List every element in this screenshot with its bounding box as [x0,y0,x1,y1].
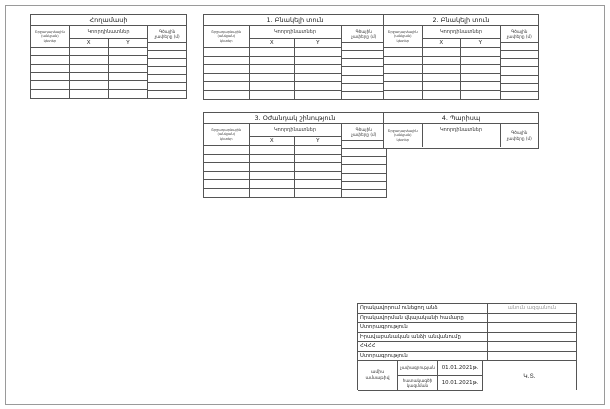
empty-data-cell [250,189,296,198]
empty-linear-cell [342,67,387,75]
empty-data-cell [250,180,296,189]
date-label-line2: ամսաթիվ [365,375,390,381]
x-column-header: X [70,39,109,48]
linear-header-line2: չափերը (մ) [351,34,377,39]
linear-measures-strip [341,43,387,99]
points-header-line1: Շրջադարձային [34,30,65,35]
compilation-date-value: 10.01.2021թ. [438,376,483,391]
linear-header-line1: Գծային [511,130,528,136]
x-column-header: X [423,39,462,48]
empty-linear-cell [342,59,387,67]
linear-measures-strip [341,141,387,197]
y-column-header: Y [295,137,341,146]
empty-data-cell [384,48,423,57]
empty-linear-cell [342,157,387,165]
y-column-header: Y [109,39,148,48]
linear-measures-header [341,26,387,43]
empty-data-cell [250,74,296,83]
empty-data-cell [204,163,250,172]
coordinates-header: Կոորդինատներ [250,26,341,39]
empty-data-cell [204,57,250,66]
tin-row [358,342,576,352]
turning-points-column-header [31,26,70,48]
empty-linear-cell [501,43,539,51]
empty-data-cell [70,65,109,73]
empty-data-cell [295,172,341,181]
empty-data-cell [461,65,500,74]
coordinates-header: Կոորդինատներ [250,124,341,137]
empty-data-cell [250,82,296,91]
linear-measures-strip [500,43,539,99]
empty-data-cell [295,155,341,164]
table-body [204,48,341,99]
empty-data-cell [250,91,296,100]
legal-entity-label: Իրավաբանական անձի անվանումը [358,333,488,342]
turning-points-column-header [384,26,423,48]
empty-linear-cell [342,165,387,173]
dates-block [358,361,576,391]
table-title: 1. Բնակելի տուն [204,15,386,26]
points-header-line3: կետեր [219,136,233,141]
tin-label: ՀՎՀՀ [358,342,488,351]
empty-linear-cell [342,182,387,190]
empty-linear-cell [148,43,186,51]
empty-data-cell [295,91,341,100]
empty-data-cell [204,180,250,189]
coordinates-header: Կոորդինատներ [423,26,500,39]
empty-data-cell [250,163,296,172]
empty-data-cell [423,91,462,100]
table-body [384,48,500,99]
empty-linear-cell [501,76,539,84]
empty-data-cell [295,74,341,83]
empty-linear-cell [148,91,186,98]
empty-data-cell [423,48,462,57]
empty-data-cell [250,146,296,155]
qualified-person-label: Որակավորում ունեցող անձ [358,304,488,313]
empty-data-cell [31,48,70,56]
qualification-certificate-row [358,314,576,324]
empty-linear-cell [501,59,539,67]
empty-linear-cell [342,149,387,157]
points-header-line2: (անկյան) [217,34,236,39]
empty-data-cell [70,56,109,64]
points-header-line1: Շրջադարձային [211,30,242,35]
measurement-date-value: 01.01.2021թ. [438,361,483,376]
measurement-date-label-text: չափագրության [400,365,435,371]
table-fence [383,112,539,149]
linear-measures-header [500,124,539,147]
empty-linear-cell [148,51,186,59]
empty-linear-cell [501,67,539,75]
empty-data-cell [423,65,462,74]
empty-data-cell [109,48,148,56]
turning-points-column-header [204,26,250,48]
certification-table [357,303,577,390]
y-column-header: Y [461,39,500,48]
signature-row-2 [358,352,576,362]
empty-linear-cell [342,43,387,51]
points-header-line3: կետեր [396,38,410,43]
points-header-line1: Շրջադարձային [211,128,242,133]
linear-header-line2: չափերը (մ) [506,34,532,39]
empty-linear-cell [501,51,539,59]
empty-data-cell [31,90,70,98]
empty-data-cell [70,73,109,81]
empty-data-cell [384,74,423,83]
empty-data-cell [250,65,296,74]
date-values [438,361,483,391]
empty-data-cell [250,57,296,66]
points-header-line2: (անկյան) [393,34,412,39]
empty-data-cell [295,189,341,198]
table-auxiliary-building [203,112,387,198]
linear-measures-strip [147,43,186,98]
tin-value [488,342,576,351]
turning-points-column-header [384,124,423,147]
empty-data-cell [384,65,423,74]
empty-data-cell [295,48,341,57]
x-column-header: X [250,39,296,48]
empty-linear-cell [342,92,387,99]
empty-data-cell [70,48,109,56]
empty-linear-cell [148,59,186,67]
empty-data-cell [70,81,109,89]
empty-data-cell [423,74,462,83]
empty-data-cell [31,65,70,73]
empty-data-cell [204,82,250,91]
points-header-line3: կետեր [219,38,233,43]
empty-linear-cell [501,92,539,99]
empty-data-cell [461,82,500,91]
empty-data-cell [204,74,250,83]
table-title: 2. Բնակելի տուն [384,15,538,26]
table-land-parcel [30,14,187,99]
points-header-line2: (անկյան) [393,133,412,138]
empty-data-cell [250,172,296,181]
empty-linear-cell [342,174,387,182]
linear-header-line1: Գծային [355,126,372,132]
signature-value-1 [488,323,576,332]
linear-header-line2: չափերը (մ) [506,135,532,141]
empty-data-cell [461,74,500,83]
points-header-line1: Շրջադարձային [387,129,418,134]
empty-data-cell [295,65,341,74]
coordinates-header: Կոորդինատներ [70,26,148,39]
table-title: Հողամասի [31,15,186,26]
empty-linear-cell [342,51,387,59]
compilation-label-line2: կազմման [406,383,429,388]
x-column-header: X [250,137,296,146]
empty-data-cell [295,146,341,155]
empty-data-cell [204,65,250,74]
empty-data-cell [204,91,250,100]
empty-data-cell [423,82,462,91]
empty-data-cell [384,57,423,66]
date-type-labels [398,361,438,391]
signature-row-1 [358,323,576,333]
measurement-date-label [398,361,438,376]
qualified-person-value: անուն ազգանուն [507,305,557,311]
empty-data-cell [204,172,250,181]
y-column-header: Y [295,39,341,48]
qualified-person-row [358,304,576,314]
empty-data-cell [109,65,148,73]
qualification-certificate-value [488,314,576,323]
empty-linear-cell [148,67,186,75]
date-label-line1: ամիս [370,369,385,375]
empty-linear-cell [342,190,387,197]
signature-label-2: Ստորագրություն [358,352,488,361]
compilation-label-line1: հատակագծի [402,377,433,383]
table-title: 4. Պարիսպ [384,113,538,124]
empty-data-cell [295,57,341,66]
empty-data-cell [31,81,70,89]
empty-data-cell [204,155,250,164]
empty-data-cell [250,48,296,57]
linear-measures-header [500,26,539,43]
empty-data-cell [31,73,70,81]
linear-header-line2: չափերը (մ) [154,34,180,39]
signature-value-2 [488,352,576,361]
empty-data-cell [461,57,500,66]
empty-data-cell [204,146,250,155]
table-house-1 [203,14,387,100]
compilation-date-label [398,376,438,391]
points-header-line2: (անկյան) [217,132,236,137]
linear-header-line1: Գծային [355,28,372,34]
date-column-label [358,361,398,391]
points-header-line1: Շրջադարձային [387,30,418,35]
empty-linear-cell [501,84,539,92]
empty-data-cell [250,155,296,164]
empty-data-cell [295,163,341,172]
empty-data-cell [109,56,148,64]
empty-linear-cell [148,83,186,91]
linear-header-line1: Գծային [158,28,176,34]
empty-linear-cell [342,84,387,92]
empty-data-cell [70,90,109,98]
coordinates-header: Կոորդինատներ [439,127,483,133]
points-header-line2: (անկյան) [41,34,59,39]
linear-measures-header [147,26,186,43]
legal-entity-row [358,333,576,343]
empty-data-cell [295,82,341,91]
turning-points-column-header [204,124,250,146]
points-header-line3: կետեր [43,38,57,43]
empty-data-cell [461,91,500,100]
empty-data-cell [384,91,423,100]
table-body [31,48,147,98]
empty-data-cell [204,189,250,198]
qualification-certificate-label: Որակավորման վկայականի համարը [358,314,488,323]
empty-data-cell [109,73,148,81]
empty-data-cell [31,56,70,64]
empty-data-cell [109,81,148,89]
empty-data-cell [384,82,423,91]
signature-label-1: Ստորագրություն [358,323,488,332]
seal-placeholder: Կ.Տ. [523,372,536,380]
empty-data-cell [204,48,250,57]
linear-header-line1: Գծային [511,28,528,34]
empty-linear-cell [148,75,186,83]
table-title: 3. Օժանդակ շինություն [204,113,386,124]
empty-data-cell [461,48,500,57]
legal-entity-value [488,333,576,342]
empty-data-cell [109,90,148,98]
empty-linear-cell [342,76,387,84]
empty-data-cell [423,57,462,66]
table-house-2 [383,14,539,100]
table-body [204,146,341,197]
empty-data-cell [295,180,341,189]
linear-header-line2: չափերը (մ) [351,132,377,137]
empty-linear-cell [342,141,387,149]
linear-measures-header [341,124,387,141]
points-header-line3: կետեր [396,137,410,142]
